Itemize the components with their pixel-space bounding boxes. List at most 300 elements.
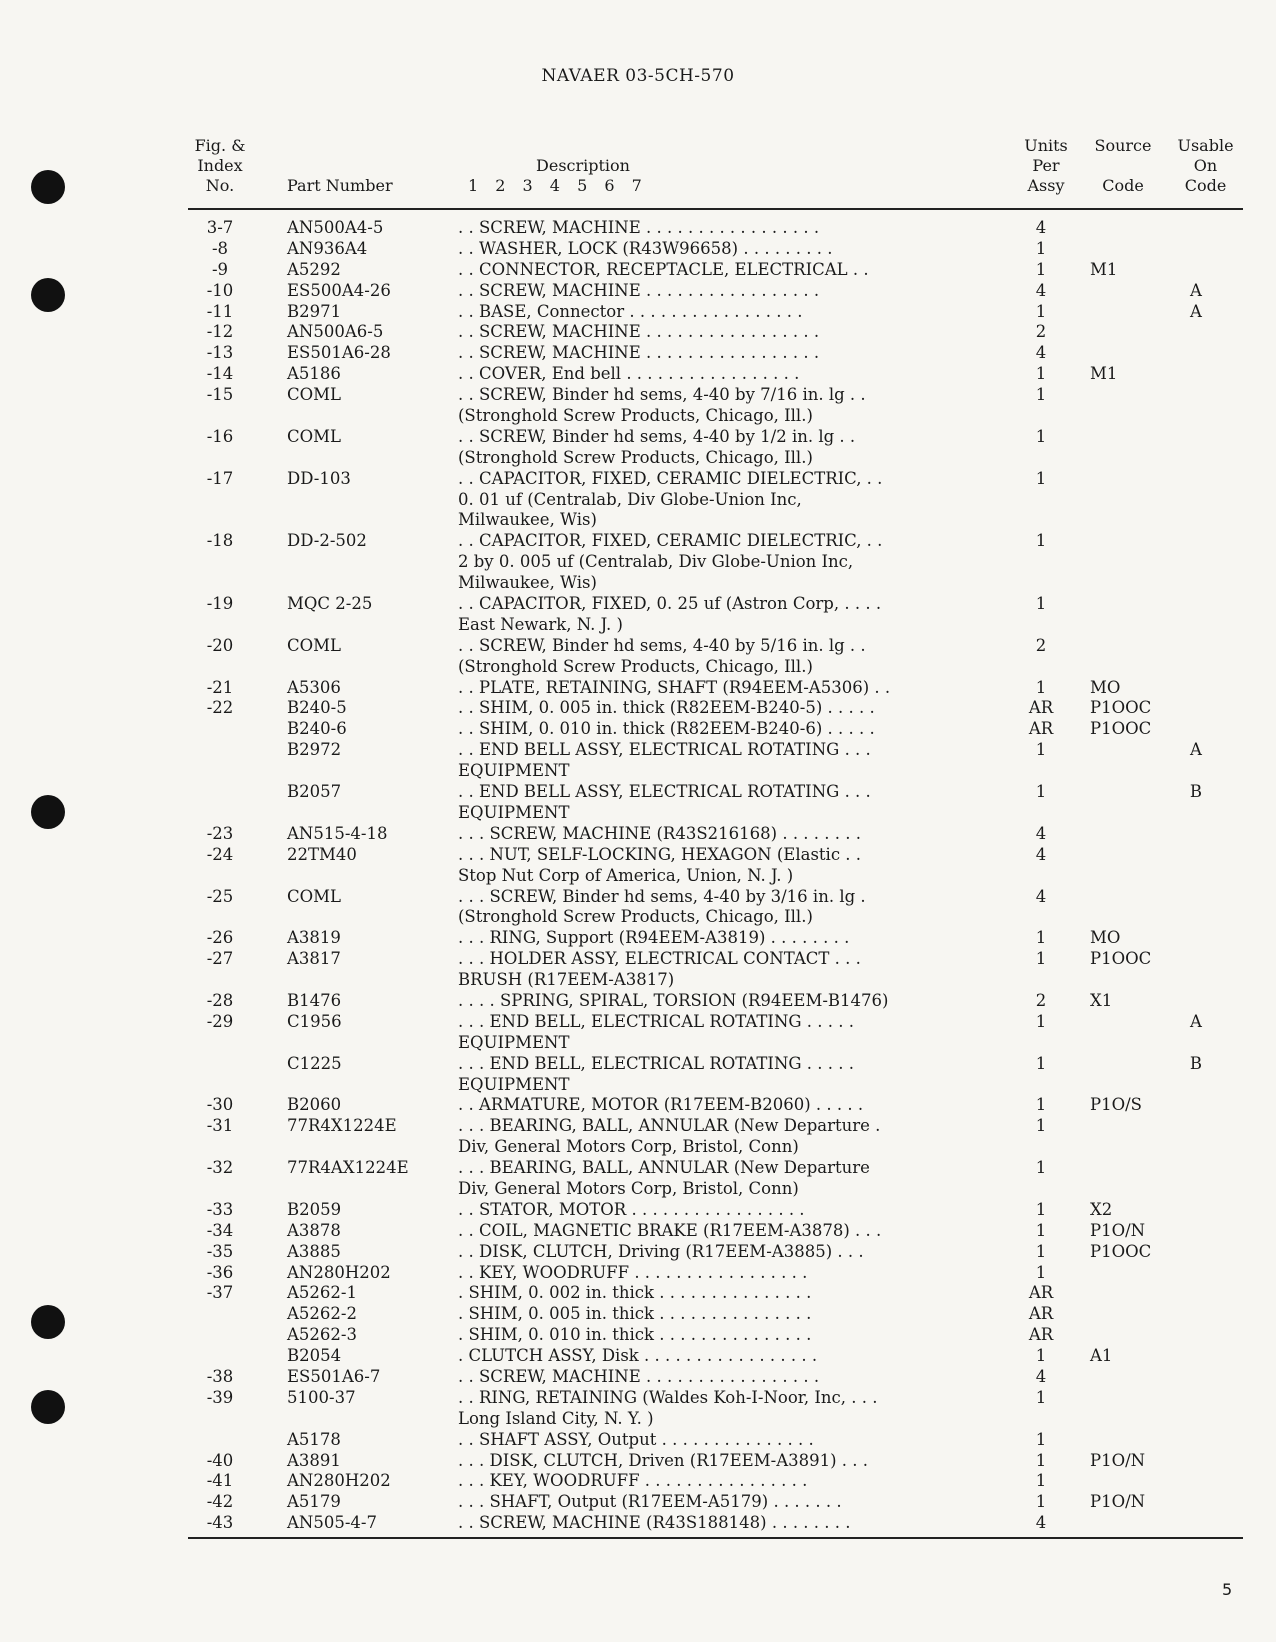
- source-code-cell: P1OOC: [1090, 698, 1152, 718]
- units-per-assy-cell: 1: [1035, 364, 1047, 384]
- table-row: [0, 970, 1276, 991]
- table-row: [0, 594, 1276, 615]
- fig-index-cell: -29: [206, 1011, 234, 1031]
- description-cell: . . . END BELL, ELECTRICAL ROTATING . . . . .: [458, 1011, 855, 1031]
- table-row: [0, 218, 1276, 239]
- description-cell: . . . BEARING, BALL, ANNULAR (New Departure: [458, 1158, 870, 1178]
- table-header: [0, 136, 1276, 200]
- part-number-cell: AN500A4-5: [287, 218, 384, 237]
- units-per-assy-cell: 1: [1035, 1241, 1047, 1261]
- table-row: [0, 1513, 1276, 1534]
- description-cell: . . . . SPRING, SPIRAL, TORSION (R94EEM-B1476): [458, 990, 889, 1010]
- part-number-cell: C1225: [287, 1053, 342, 1073]
- units-per-assy-cell: 1: [1035, 426, 1047, 446]
- fig-index-cell: -20: [206, 635, 234, 655]
- table-row: [0, 782, 1276, 803]
- description-cell: 2 by 0. 005 uf (Centralab, Div Globe-Union Inc,: [458, 552, 854, 572]
- usable-on-code-cell: A: [1190, 280, 1202, 300]
- fig-index-cell: -41: [206, 1471, 234, 1491]
- fig-index-cell: -19: [206, 594, 234, 614]
- units-per-assy-cell: 1: [1035, 468, 1047, 488]
- description-cell: EQUIPMENT: [458, 761, 570, 781]
- description-cell: . SHIM, 0. 005 in. thick . . . . . . . . . . . . . . .: [458, 1304, 812, 1324]
- units-per-assy-cell: 1: [1035, 1346, 1047, 1366]
- units-per-assy-cell: 1: [1035, 782, 1047, 802]
- table-row: [0, 1242, 1276, 1263]
- description-cell: . . . SHAFT, Output (R17EEM-A5179) . . . . . . .: [458, 1492, 842, 1512]
- table-row: [0, 1221, 1276, 1242]
- fig-index-cell: -15: [206, 385, 234, 405]
- part-number-cell: B2972: [287, 740, 342, 760]
- table-row: [0, 1137, 1276, 1158]
- usable-on-code-cell: B: [1189, 782, 1203, 802]
- units-per-assy-cell: 4: [1035, 343, 1047, 363]
- col-units: [1015, 136, 1077, 196]
- part-number-cell: 77R4AX1224E: [287, 1158, 409, 1178]
- part-number-cell: C1956: [287, 1011, 342, 1031]
- units-per-assy-cell: 4: [1035, 823, 1047, 843]
- part-number-cell: COML: [287, 886, 342, 906]
- table-row: [0, 1054, 1276, 1075]
- part-number-cell: MQC 2-25: [287, 594, 373, 614]
- table-row: [0, 385, 1276, 406]
- description-cell: . . . SCREW, Binder hd sems, 4-40 by 3/16 in. lg .: [458, 886, 866, 906]
- fig-index-cell: -10: [206, 280, 234, 300]
- fig-index-cell: -33: [206, 1199, 234, 1219]
- table-row: [0, 573, 1276, 594]
- units-per-assy-cell: 1: [1035, 1471, 1047, 1491]
- usable-on-code-cell: A: [1190, 1011, 1202, 1031]
- part-number-cell: A3891: [287, 1450, 341, 1470]
- units-per-assy-cell: 1: [1035, 677, 1047, 697]
- description-cell: . . . END BELL, ELECTRICAL ROTATING . . . . .: [458, 1053, 855, 1073]
- col-units-line3: Assy: [1027, 176, 1065, 195]
- part-number-cell: AN515-4-18: [287, 823, 388, 843]
- units-per-assy-cell: 4: [1035, 886, 1047, 906]
- table-row: [0, 1451, 1276, 1472]
- source-code-cell: P1OOC: [1090, 719, 1152, 739]
- fig-index-cell: -13: [206, 343, 234, 363]
- part-number-cell: 77R4X1224E: [287, 1116, 397, 1136]
- table-row: [0, 260, 1276, 281]
- part-number-cell: AN280H202: [287, 1262, 391, 1282]
- table-row: [0, 1179, 1276, 1200]
- description-cell: . . SCREW, Binder hd sems, 4-40 by 1/2 in. lg . .: [458, 426, 856, 446]
- parts-table-body: [0, 218, 1276, 1534]
- part-number-cell: A5178: [287, 1429, 341, 1449]
- table-row: [0, 1325, 1276, 1346]
- fig-index-cell: -24: [206, 844, 234, 864]
- units-per-assy-cell: 1: [1035, 238, 1047, 258]
- description-cell: . . SCREW, MACHINE . . . . . . . . . . . . . . . . .: [458, 280, 820, 300]
- units-per-assy-cell: 1: [1035, 1387, 1047, 1407]
- col-description: [468, 136, 698, 196]
- part-number-cell: A5262-3: [287, 1325, 357, 1345]
- description-cell: . . . KEY, WOODRUFF . . . . . . . . . . . . . . . .: [458, 1471, 808, 1491]
- part-number-cell: B2971: [287, 301, 342, 321]
- units-per-assy-cell: 1: [1035, 1429, 1047, 1449]
- units-per-assy-cell: 1: [1035, 1492, 1047, 1512]
- source-code-cell: P1O/N: [1090, 1492, 1146, 1512]
- description-cell: . . BASE, Connector . . . . . . . . . . . . . . . . .: [458, 301, 803, 321]
- part-number-cell: B2054: [287, 1346, 342, 1366]
- description-cell: . . CAPACITOR, FIXED, CERAMIC DIELECTRIC, . .: [458, 468, 883, 488]
- col-usable-line3: Code: [1184, 176, 1227, 195]
- header-divider: [188, 208, 1243, 210]
- table-row: [0, 907, 1276, 928]
- col-source-code: [1088, 136, 1158, 196]
- table-row: [0, 678, 1276, 699]
- units-per-assy-cell: 1: [1035, 1095, 1047, 1115]
- part-number-cell: AN505-4-7: [287, 1513, 377, 1533]
- col-description-title: Description: [536, 156, 630, 175]
- part-number-cell: A5186: [287, 364, 341, 384]
- part-number-cell: A3878: [287, 1220, 341, 1240]
- table-row: [0, 1116, 1276, 1137]
- table-row: [0, 406, 1276, 427]
- description-cell: . . . SCREW, MACHINE (R43S216168) . . . . . . . .: [458, 823, 862, 843]
- description-cell: . . SHAFT ASSY, Output . . . . . . . . . . . . . . .: [458, 1429, 814, 1449]
- description-cell: . CLUTCH ASSY, Disk . . . . . . . . . . . . . . . . .: [458, 1346, 818, 1366]
- description-cell: . . SCREW, MACHINE . . . . . . . . . . . . . . . . .: [458, 322, 820, 342]
- fig-index-cell: -30: [206, 1095, 234, 1115]
- description-cell: . . WASHER, LOCK (R43W96658) . . . . . . . . .: [458, 238, 833, 258]
- fig-index-cell: -31: [206, 1116, 234, 1136]
- description-cell: Milwaukee, Wis): [458, 510, 597, 530]
- units-per-assy-cell: 1: [1035, 1158, 1047, 1178]
- table-row: [0, 636, 1276, 657]
- col-source-line3: Code: [1102, 176, 1144, 195]
- fig-index-cell: -12: [206, 322, 234, 342]
- description-cell: . . SCREW, MACHINE . . . . . . . . . . . . . . . . .: [458, 218, 820, 237]
- fig-index-cell: -28: [206, 990, 234, 1010]
- description-cell: . . CAPACITOR, FIXED, CERAMIC DIELECTRIC, . .: [458, 531, 883, 551]
- units-per-assy-cell: 1: [1035, 1262, 1047, 1282]
- fig-index-cell: -22: [206, 698, 234, 718]
- table-row: [0, 1430, 1276, 1451]
- description-cell: . . . RING, Support (R94EEM-A3819) . . . . . . . .: [458, 928, 850, 948]
- part-number-cell: A3817: [287, 949, 341, 969]
- description-cell: (Stronghold Screw Products, Chicago, Ill.): [458, 447, 813, 467]
- fig-index-cell: -9: [211, 259, 229, 279]
- fig-index-cell: -8: [211, 238, 229, 258]
- table-row: [0, 1075, 1276, 1096]
- table-row: [0, 1012, 1276, 1033]
- units-per-assy-cell: AR: [1028, 719, 1054, 739]
- fig-index-cell: 3-7: [206, 218, 234, 237]
- description-cell: . . . BEARING, BALL, ANNULAR (New Departure .: [458, 1116, 881, 1136]
- description-cell: Div, General Motors Corp, Bristol, Conn): [458, 1137, 799, 1157]
- description-cell: . . ARMATURE, MOTOR (R17EEM-B2060) . . . . .: [458, 1095, 864, 1115]
- description-cell: . . CONNECTOR, RECEPTACLE, ELECTRICAL . .: [458, 259, 869, 279]
- table-row: [0, 490, 1276, 511]
- table-row: [0, 552, 1276, 573]
- description-cell: (Stronghold Screw Products, Chicago, Ill.): [458, 907, 813, 927]
- description-cell: . . PLATE, RETAINING, SHAFT (R94EEM-A5306) . .: [458, 677, 891, 697]
- units-per-assy-cell: 1: [1035, 740, 1047, 760]
- units-per-assy-cell: 1: [1035, 259, 1047, 279]
- description-cell: BRUSH (R17EEM-A3817): [458, 970, 675, 990]
- col-fig-line1: Fig. &: [194, 136, 246, 155]
- usable-on-code-cell: B: [1189, 1053, 1203, 1073]
- col-source-line2: [1088, 156, 1158, 176]
- units-per-assy-cell: 1: [1035, 1011, 1047, 1031]
- col-fig-line3: No.: [205, 176, 235, 195]
- part-number-cell: ES501A6-7: [287, 1366, 381, 1386]
- description-cell: Milwaukee, Wis): [458, 573, 597, 593]
- units-per-assy-cell: 1: [1035, 531, 1047, 551]
- description-cell: . . KEY, WOODRUFF . . . . . . . . . . . . . . . . .: [458, 1262, 808, 1282]
- table-row: [0, 302, 1276, 323]
- description-cell: EQUIPMENT: [458, 1032, 570, 1052]
- part-number-cell: DD-103: [287, 468, 351, 488]
- source-code-cell: P1OOC: [1090, 1241, 1152, 1261]
- fig-index-cell: -43: [206, 1513, 234, 1533]
- units-per-assy-cell: 2: [1035, 322, 1047, 342]
- units-per-assy-cell: 1: [1035, 1116, 1047, 1136]
- table-row: [0, 719, 1276, 740]
- col-units-line2: Per: [1032, 156, 1060, 175]
- units-per-assy-cell: AR: [1028, 1283, 1054, 1303]
- col-fig-line2: Index: [197, 156, 243, 175]
- col-source-line1: Source: [1094, 136, 1152, 155]
- units-per-assy-cell: 1: [1035, 594, 1047, 614]
- table-row: [0, 1158, 1276, 1179]
- fig-index-cell: -32: [206, 1158, 234, 1178]
- part-number-cell: A3819: [287, 928, 341, 948]
- description-cell: . . . HOLDER ASSY, ELECTRICAL CONTACT . . .: [458, 949, 861, 969]
- fig-index-cell: -36: [206, 1262, 234, 1282]
- source-code-cell: MO: [1090, 928, 1121, 948]
- table-row: [0, 866, 1276, 887]
- part-number-cell: COML: [287, 426, 342, 446]
- table-row: [0, 1033, 1276, 1054]
- col-usable-line2: On: [1193, 156, 1218, 175]
- units-per-assy-cell: 4: [1035, 280, 1047, 300]
- part-number-cell: A5179: [287, 1492, 341, 1512]
- part-number-cell: AN936A4: [287, 238, 368, 258]
- col-fig-index: [190, 136, 250, 196]
- part-number-cell: B1476: [287, 990, 342, 1010]
- source-code-cell: X2: [1090, 1199, 1113, 1219]
- usable-on-code-cell: A: [1190, 301, 1202, 321]
- source-code-cell: P1OOC: [1090, 949, 1152, 969]
- part-number-cell: AN280H202: [287, 1471, 391, 1491]
- source-code-cell: A1: [1090, 1346, 1113, 1366]
- description-cell: . . DISK, CLUTCH, Driving (R17EEM-A3885) . . .: [458, 1241, 864, 1261]
- table-row: [0, 1095, 1276, 1116]
- col-units-line1: Units: [1024, 136, 1068, 155]
- description-cell: 0. 01 uf (Centralab, Div Globe-Union Inc,: [458, 489, 802, 509]
- table-row: [0, 531, 1276, 552]
- col-description-levels: 1 2 3 4 5 6 7: [468, 176, 648, 195]
- table-row: [0, 281, 1276, 302]
- description-cell: Long Island City, N. Y. ): [458, 1408, 654, 1428]
- description-cell: . . SCREW, Binder hd sems, 4-40 by 5/16 in. lg . .: [458, 635, 866, 655]
- description-cell: (Stronghold Screw Products, Chicago, Ill.): [458, 406, 813, 426]
- description-cell: . . STATOR, MOTOR . . . . . . . . . . . . . . . . .: [458, 1199, 805, 1219]
- units-per-assy-cell: 1: [1035, 385, 1047, 405]
- table-row: [0, 239, 1276, 260]
- units-per-assy-cell: 4: [1035, 1366, 1047, 1386]
- table-row: [0, 657, 1276, 678]
- description-cell: EQUIPMENT: [458, 1074, 570, 1094]
- fig-index-cell: -14: [206, 364, 234, 384]
- col-part-number: Part Number: [287, 176, 393, 195]
- table-row: [0, 1283, 1276, 1304]
- table-row: [0, 991, 1276, 1012]
- description-cell: . . SCREW, MACHINE . . . . . . . . . . . . . . . . .: [458, 343, 820, 363]
- source-code-cell: M1: [1090, 364, 1118, 384]
- fig-index-cell: -25: [206, 886, 234, 906]
- table-row: [0, 1471, 1276, 1492]
- fig-index-cell: -16: [206, 426, 234, 446]
- part-number-cell: DD-2-502: [287, 531, 367, 551]
- fig-index-cell: -23: [206, 823, 234, 843]
- table-row: [0, 427, 1276, 448]
- units-per-assy-cell: 4: [1035, 844, 1047, 864]
- part-number-cell: B2060: [287, 1095, 342, 1115]
- table-row: [0, 1200, 1276, 1221]
- table-row: [0, 510, 1276, 531]
- table-row: [0, 1304, 1276, 1325]
- table-row: [0, 949, 1276, 970]
- part-number-cell: B240-6: [287, 719, 347, 739]
- description-cell: . . SHIM, 0. 005 in. thick (R82EEM-B240-5) . . . . .: [458, 698, 875, 718]
- fig-index-cell: -27: [206, 949, 234, 969]
- fig-index-cell: -37: [206, 1283, 234, 1303]
- table-row: [0, 761, 1276, 782]
- description-cell: . SHIM, 0. 002 in. thick . . . . . . . . . . . . . . .: [458, 1283, 812, 1303]
- fig-index-cell: -38: [206, 1366, 234, 1386]
- description-cell: . . END BELL ASSY, ELECTRICAL ROTATING . . .: [458, 782, 871, 802]
- table-row: [0, 740, 1276, 761]
- description-cell: . . SCREW, MACHINE (R43S188148) . . . . . . . .: [458, 1513, 851, 1533]
- description-cell: . . SHIM, 0. 010 in. thick (R82EEM-B240-6) . . . . .: [458, 719, 875, 739]
- table-row: [0, 1263, 1276, 1284]
- description-cell: . . SCREW, MACHINE . . . . . . . . . . . . . . . . .: [458, 1366, 820, 1386]
- units-per-assy-cell: 1: [1035, 1053, 1047, 1073]
- table-row: [0, 698, 1276, 719]
- units-per-assy-cell: 2: [1035, 990, 1047, 1010]
- description-cell: (Stronghold Screw Products, Chicago, Ill.): [458, 656, 813, 676]
- source-code-cell: MO: [1090, 677, 1121, 697]
- table-row: [0, 928, 1276, 949]
- table-row: [0, 1367, 1276, 1388]
- fig-index-cell: -26: [206, 928, 234, 948]
- units-per-assy-cell: 4: [1035, 218, 1047, 237]
- col-usable-on-code: [1168, 136, 1243, 196]
- units-per-assy-cell: 1: [1035, 928, 1047, 948]
- units-per-assy-cell: AR: [1028, 1325, 1054, 1345]
- table-row: [0, 469, 1276, 490]
- fig-index-cell: -35: [206, 1241, 234, 1261]
- page-number: 5: [1222, 1580, 1233, 1599]
- description-cell: Div, General Motors Corp, Bristol, Conn): [458, 1178, 799, 1198]
- fig-index-cell: -18: [206, 531, 234, 551]
- table-row: [0, 1388, 1276, 1409]
- description-cell: East Newark, N. J. ): [458, 614, 623, 634]
- footer-divider: [188, 1537, 1243, 1539]
- document-title: NAVAER 03-5CH-570: [541, 66, 735, 86]
- part-number-cell: 22TM40: [287, 844, 357, 864]
- part-number-cell: B240-5: [287, 698, 347, 718]
- table-row: [0, 322, 1276, 343]
- table-row: [0, 448, 1276, 469]
- fig-index-cell: -34: [206, 1220, 234, 1240]
- part-number-cell: 5100-37: [287, 1387, 356, 1407]
- source-code-cell: M1: [1090, 259, 1118, 279]
- source-code-cell: P1O/N: [1090, 1450, 1146, 1470]
- part-number-cell: A5262-1: [287, 1283, 357, 1303]
- source-code-cell: X1: [1090, 990, 1113, 1010]
- fig-index-cell: -40: [206, 1450, 234, 1470]
- fig-index-cell: -21: [206, 677, 234, 697]
- table-row: [0, 1346, 1276, 1367]
- table-row: [0, 824, 1276, 845]
- description-cell: . . . DISK, CLUTCH, Driven (R17EEM-A3891) . . .: [458, 1450, 869, 1470]
- description-cell: . . COIL, MAGNETIC BRAKE (R17EEM-A3878) . . .: [458, 1220, 882, 1240]
- units-per-assy-cell: AR: [1028, 698, 1054, 718]
- description-cell: . . SCREW, Binder hd sems, 4-40 by 7/16 in. lg . .: [458, 385, 866, 405]
- units-per-assy-cell: 1: [1035, 1450, 1047, 1470]
- part-number-cell: ES501A6-28: [287, 343, 391, 363]
- table-row: [0, 343, 1276, 364]
- col-usable-line1: Usable: [1177, 136, 1234, 155]
- units-per-assy-cell: 4: [1035, 1513, 1047, 1533]
- description-cell: . . COVER, End bell . . . . . . . . . . . . . . . . .: [458, 364, 800, 384]
- units-per-assy-cell: AR: [1028, 1304, 1054, 1324]
- table-row: [0, 364, 1276, 385]
- description-cell: . . . NUT, SELF-LOCKING, HEXAGON (Elastic . .: [458, 844, 862, 864]
- table-row: [0, 845, 1276, 866]
- part-number-cell: A3885: [287, 1241, 341, 1261]
- source-code-cell: P1O/S: [1090, 1095, 1142, 1115]
- description-cell: EQUIPMENT: [458, 802, 570, 822]
- source-code-cell: P1O/N: [1090, 1220, 1146, 1240]
- description-cell: . SHIM, 0. 010 in. thick . . . . . . . . . . . . . . .: [458, 1325, 812, 1345]
- table-row: [0, 615, 1276, 636]
- table-row: [0, 887, 1276, 908]
- part-number-cell: A5292: [287, 259, 341, 279]
- description-cell: Stop Nut Corp of America, Union, N. J. ): [458, 865, 794, 885]
- part-number-cell: COML: [287, 385, 342, 405]
- part-number-cell: AN500A6-5: [287, 322, 384, 342]
- fig-index-cell: -39: [206, 1387, 234, 1407]
- description-cell: . . END BELL ASSY, ELECTRICAL ROTATING . . .: [458, 740, 871, 760]
- units-per-assy-cell: 2: [1035, 635, 1047, 655]
- part-number-cell: COML: [287, 635, 342, 655]
- part-number-cell: ES500A4-26: [287, 280, 391, 300]
- fig-index-cell: -17: [206, 468, 234, 488]
- description-cell: . . CAPACITOR, FIXED, 0. 25 uf (Astron Corp, . . . .: [458, 594, 882, 614]
- part-number-cell: B2057: [287, 782, 342, 802]
- units-per-assy-cell: 1: [1035, 301, 1047, 321]
- description-cell: . . RING, RETAINING (Waldes Koh-I-Noor, Inc, . . .: [458, 1387, 878, 1407]
- usable-on-code-cell: A: [1190, 740, 1202, 760]
- fig-index-cell: -42: [206, 1492, 234, 1512]
- table-row: [0, 803, 1276, 824]
- part-number-cell: A5306: [287, 677, 341, 697]
- fig-index-cell: -11: [206, 301, 234, 321]
- table-row: [0, 1492, 1276, 1513]
- part-number-cell: A5262-2: [287, 1304, 357, 1324]
- units-per-assy-cell: 1: [1035, 949, 1047, 969]
- table-row: [0, 1409, 1276, 1430]
- units-per-assy-cell: 1: [1035, 1199, 1047, 1219]
- units-per-assy-cell: 1: [1035, 1220, 1047, 1240]
- part-number-cell: B2059: [287, 1199, 342, 1219]
